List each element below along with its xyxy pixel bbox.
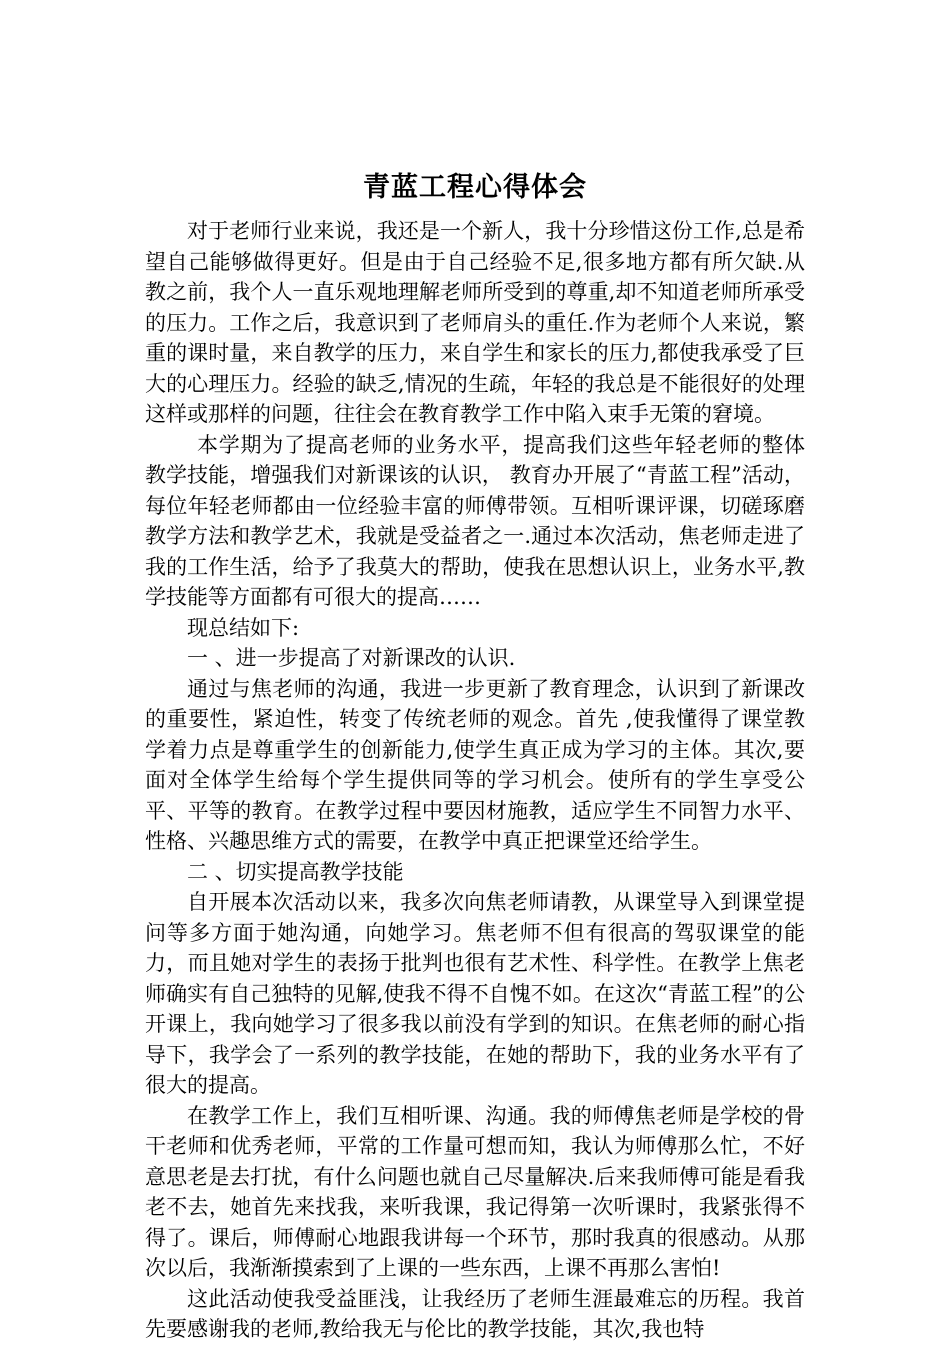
paragraph-closing: 这此活动使我受益匪浅，让我经历了老师生涯最难忘的历程。我首先要感谢我的老师,教给我无与伦比的教学技能，其次,我也特 [145,1286,805,1341]
section-heading-1: 一 、进一步提高了对新课改的认识. [187,646,516,670]
paragraph-intro: 对于老师行业来说，我还是一个新人，我十分珍惜这份工作,总是希望自己能够做得更好。但是由于自己经验不足,很多地方都有所欠缺.从教之前，我个人一直乐观地理解老师所受到的尊重,却不知道老师所承受的压力。工作之后，我意识到了老师肩头的重任.作为老师个人来说，繁重的课时量，来自教学的压力，来自学生和家长的压力,都使我承受了巨大的心理压力。经验的缺乏,情况的生疏，年轻的我总是不能很好的处理这样或那样的问题，往往会在教育教学工作中陷入束手无策的窘境。 [145,219,805,426]
paragraph-activity: 本学期为了提高老师的业务水平，提高我们这些年轻老师的整体教学技能，增强我们对新课该的认识， 教育办开展了“青蓝工程”活动，每位年轻老师都由一位经验丰富的师傅带领。互相听课评课，切磋琢磨教学方法和教学艺术，我就是受益者之一.通过本次活动，焦老师走进了我的工作生活，给予了我莫大的帮助，使我在思想认识上，业务水平,教学技能等方面都有可很大的提高…… [145,432,805,609]
document-title: 青蓝工程心得体会 [363,172,587,203]
paragraph-section-2: 自开展本次活动以来，我多次向焦老师请教，从课堂导入到课堂提问等多方面于她沟通，向她学习。焦老师不但有很高的驾驭课堂的能力，而且她对学生的表扬于批判也很有艺术性、科学性。在教学上焦老师确实有自己独特的见解,使我不得不自愧不如。在这次“青蓝工程”的公开课上，我向她学习了很多我以前没有学到的知识。在焦老师的耐心指导下，我学会了一系列的教学技能，在她的帮助下，我的业务水平有了很大的提高。 [145,890,805,1097]
paragraph-teaching-work: 在教学工作上，我们互相听课、沟通。我的师傅焦老师是学校的骨干老师和优秀老师，平常的工作量可想而知，我认为师傅那么忙，不好意思老是去打扰，有什么问题也就自己尽量解决.后来我师傅可能是看我老不去，她首先来找我，来听我课，我记得第一次听课时，我紧张得不得了。课后，师傅耐心地跟我讲每一个环节，那时我真的很感动。从那次以后，我渐渐摸索到了上课的一些东西，上课不再那么害怕! [145,1103,805,1280]
paragraph-section-1: 通过与焦老师的沟通，我进一步更新了教育理念，认识到了新课改的重要性，紧迫性，转变了传统老师的观念。首先 ,使我懂得了课堂教学着力点是尊重学生的创新能力,使学生真正成为学习的主体。其次,要面对全体学生给每个学生提供同等的学习机会。使所有的学生享受公平、平等的教育。在教学过程中要因材施教，适应学生不同智力水平、性格、兴趣思维方式的需要，在教学中真正把课堂还给学生。 [145,676,805,853]
section-heading-2: 二 、切实提高教学技能 [187,859,404,884]
paragraph-summary-lead: 现总结如下: [187,615,300,640]
document-page [145,170,805,1345]
